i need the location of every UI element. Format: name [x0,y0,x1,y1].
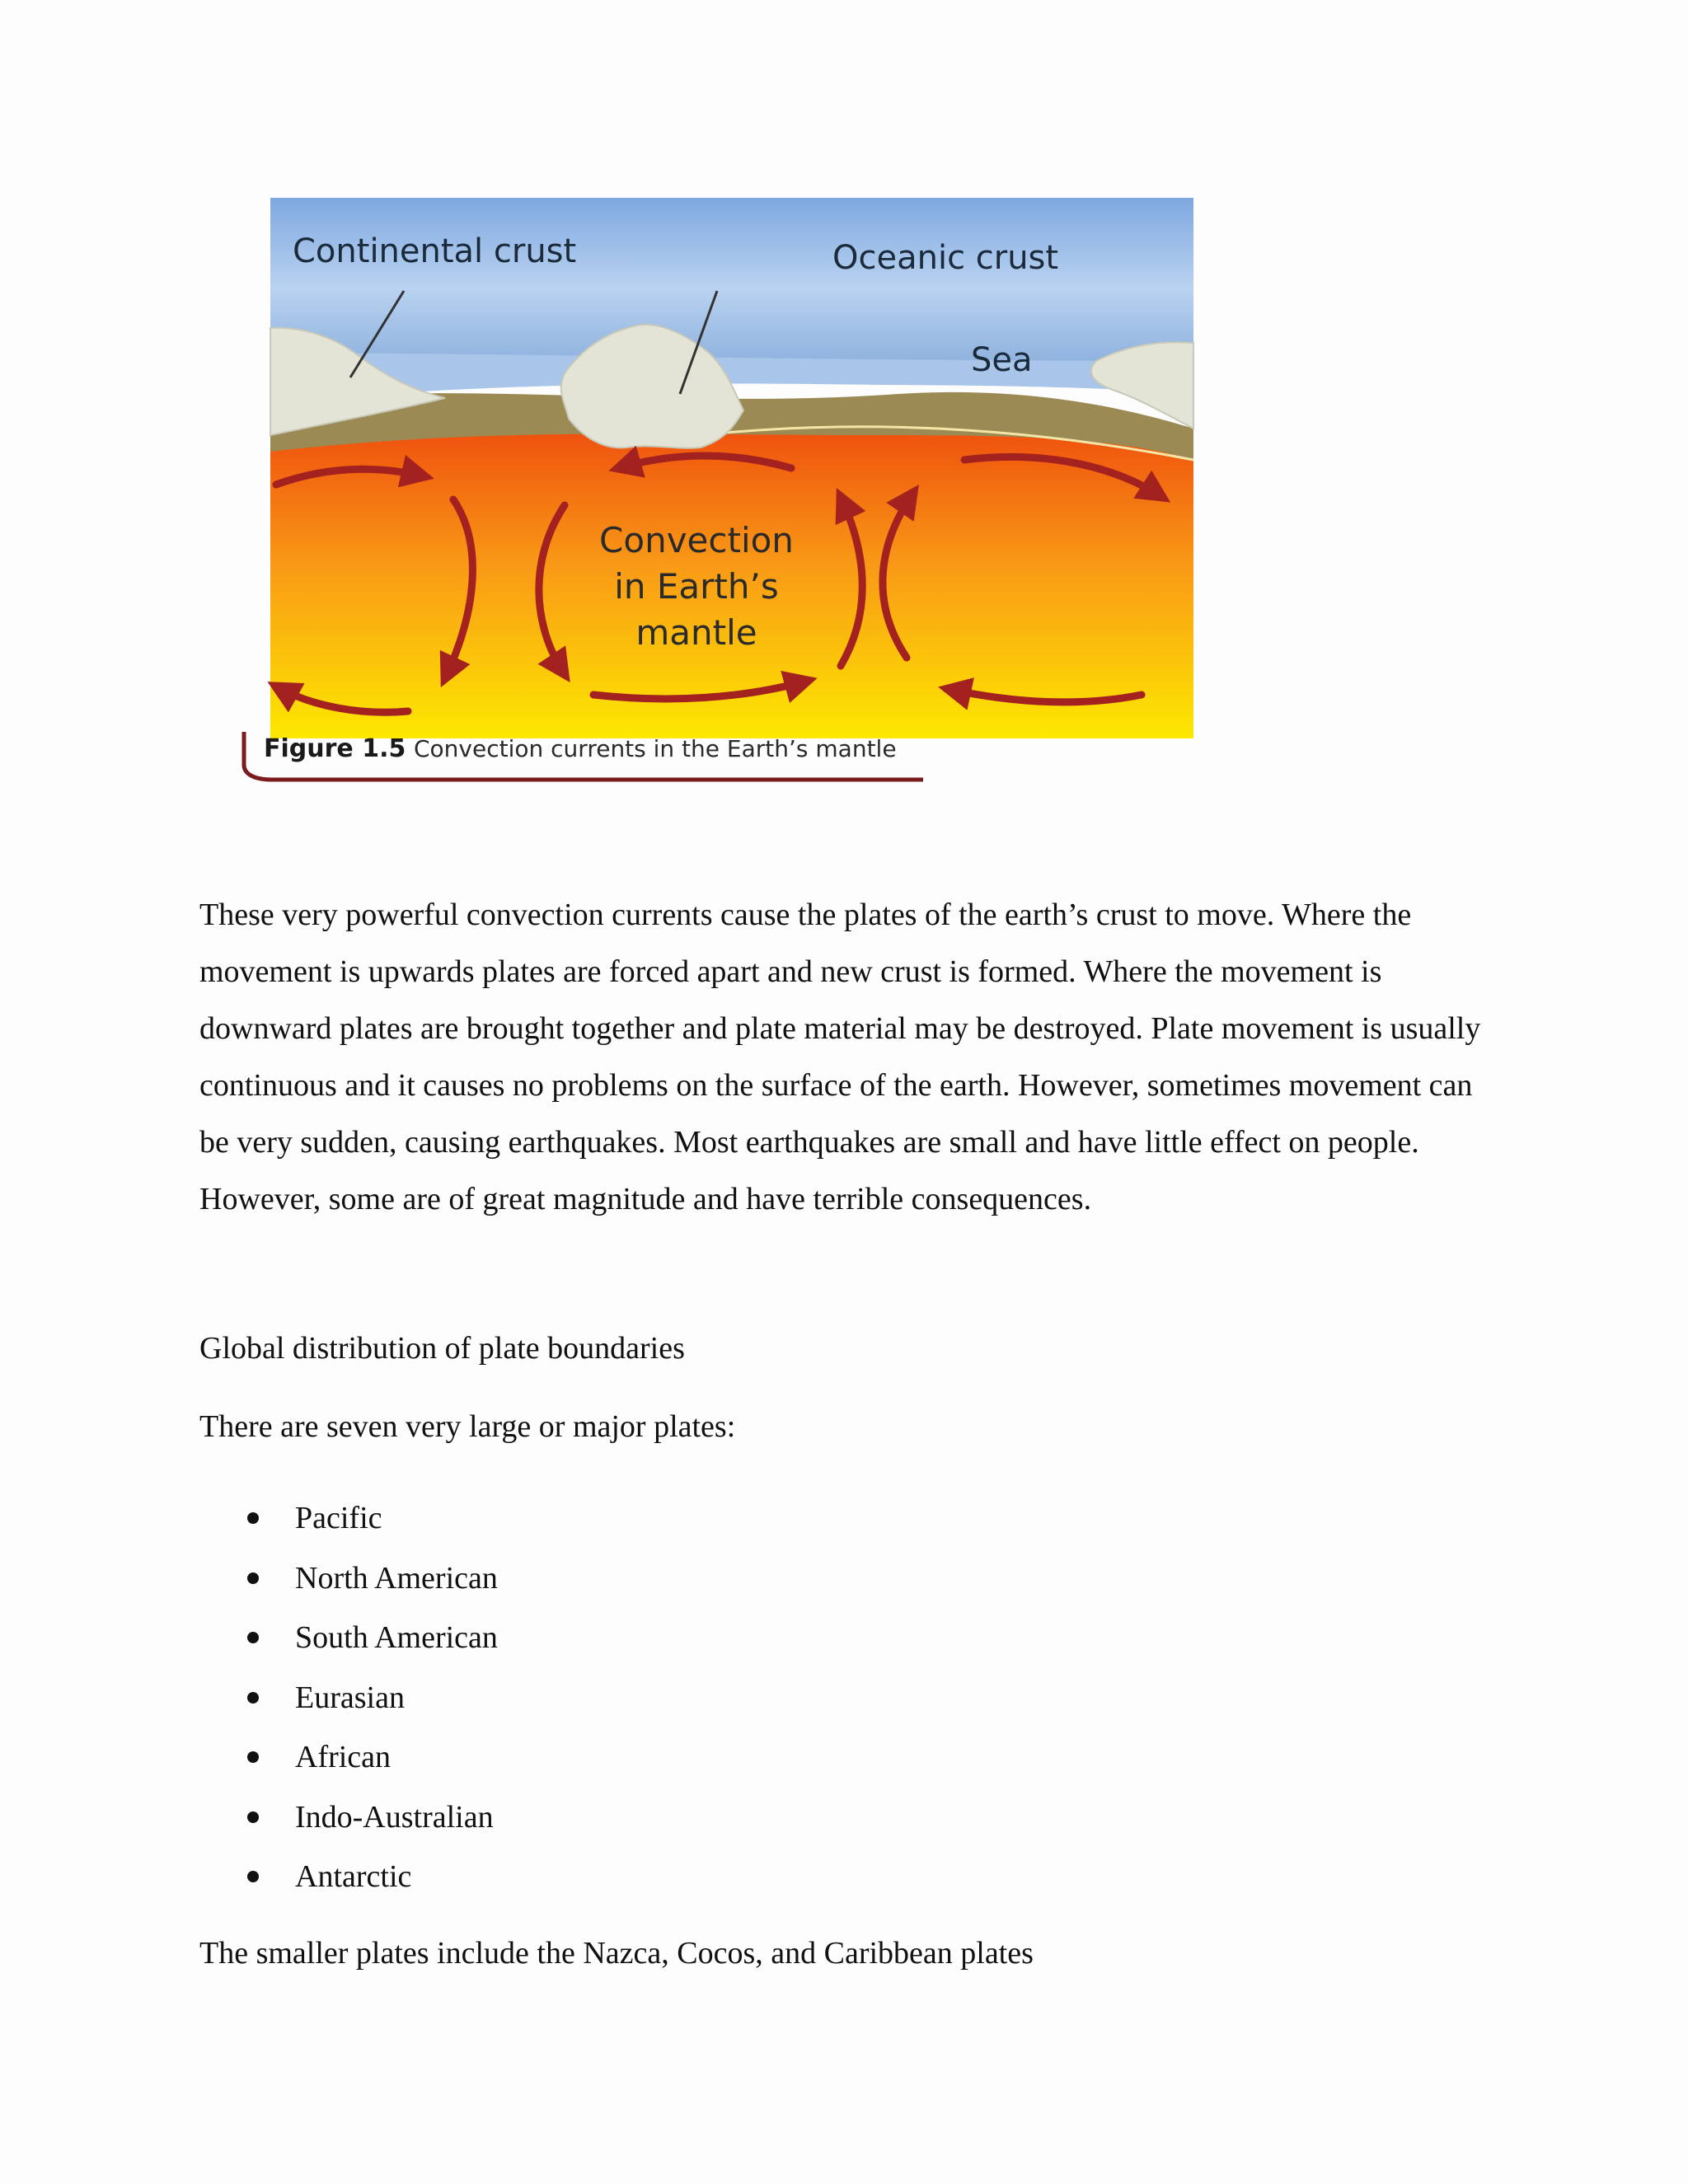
plate-name: Pacific [295,1501,382,1535]
plate-name: Eurasian [295,1680,405,1715]
plate-name: South American [295,1620,498,1655]
plate-name: North American [295,1560,498,1596]
plates-intro: There are seven very large or major plates: [199,1409,736,1444]
figure-caption: Convection currents in the Earth’s mantle [414,735,897,762]
section-heading: Global distribution of plate boundaries [199,1331,685,1366]
continental-crust-label: Continental crust [293,232,577,270]
list-item [231,1668,498,1728]
list-item [231,1788,498,1848]
sea-label: Sea [971,341,1033,379]
smaller-plates-text: The smaller plates include the Nazca, Cocos, and Caribbean plates [199,1936,1034,1971]
sky-region [270,198,1193,363]
convection-label-line1: Convection [599,520,794,560]
plate-name: Antarctic [295,1859,412,1894]
oceanic-crust-label: Oceanic crust [832,239,1059,277]
convection-diagram [239,188,1212,814]
convection-figure [239,188,1212,814]
convection-label-line3: mantle [635,612,757,653]
bullet-icon [247,1572,259,1584]
bullet-icon [247,1811,259,1823]
figure-number: Figure 1.5 [264,734,406,763]
plate-name: Indo-Australian [295,1799,494,1835]
list-item [231,1727,498,1788]
bullet-icon [247,1871,259,1882]
major-plates-list [231,1488,498,1907]
bullet-icon [247,1632,259,1643]
bullet-icon [247,1512,259,1524]
plate-name: African [295,1740,392,1774]
list-item [231,1549,498,1609]
bullet-icon [247,1751,259,1763]
body-paragraph: These very powerful convection currents cause the plates of the earth’s crust to move. Where the movement is upwards plates are forced apart and new crust is formed. Where the movement is downward plates are brought together and plate material may be destroyed. Plate movement is usually continuous and it causes no problems on the surface of the earth. However, sometimes movement can be very sudden, causing earthquakes. Most earthquakes are small and have little effect on people. However, some are of great magnitude and have terrible consequences. [199,898,1481,1216]
list-item [231,1608,498,1668]
list-item [231,1847,498,1907]
bullet-icon [247,1692,259,1704]
list-item [231,1488,498,1549]
convection-label-line2: in Earth’s [614,566,779,607]
